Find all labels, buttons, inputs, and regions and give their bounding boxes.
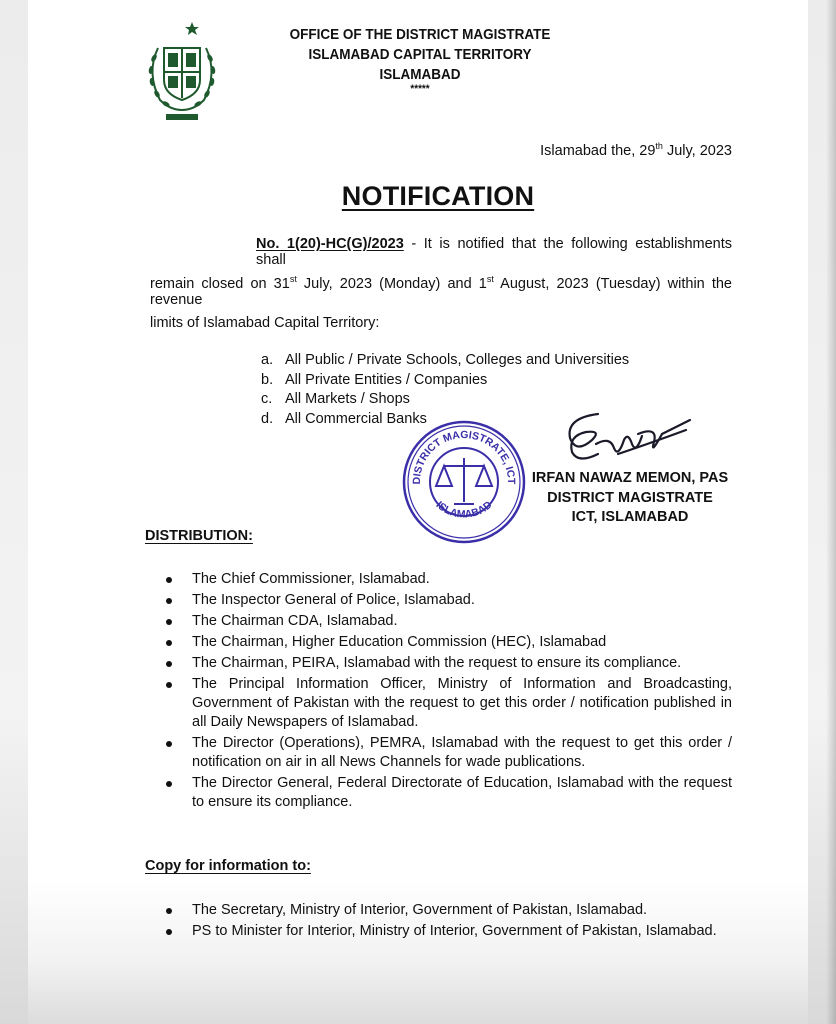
office-title: OFFICE OF THE DISTRICT MAGISTRATE [289, 26, 551, 43]
list-item: The Chairman, Higher Education Commission (HEC), Islamabad [165, 633, 732, 652]
page-edge-shadow [826, 0, 836, 1024]
signatory-location: ICT, ISLAMABAD [571, 509, 689, 525]
reference-number: No. 1(20)-HC(G)/2023 [256, 236, 404, 252]
distribution-list [165, 570, 732, 814]
official-stamp [400, 418, 528, 551]
list-item: d. All Commercial Banks [261, 410, 427, 427]
list-item: PS to Minister for Interior, Ministry of Interior, Government of Pakistan, Islamabad. [165, 922, 732, 941]
copy-list [165, 901, 732, 943]
page-title: NOTIFICATION [341, 181, 535, 211]
list-item: a. All Public / Private Schools, Colleges and Universities [261, 352, 630, 368]
list-item: The Secretary, Ministry of Interior, Government of Pakistan, Islamabad. [165, 901, 732, 920]
signature [558, 404, 698, 479]
issue-date: Islamabad the, 29th July, 2023 [540, 141, 732, 159]
distribution-heading: DISTRIBUTION: [145, 528, 253, 544]
signatory-name: IRFAN NAWAZ MEMON, PAS [531, 470, 729, 486]
territory-title: ISLAMABAD CAPITAL TERRITORY [308, 46, 532, 63]
list-item: The Chief Commissioner, Islamabad. [165, 570, 732, 589]
list-item: c. All Markets / Shops [261, 391, 410, 407]
list-item: b. All Private Entities / Companies [261, 371, 488, 388]
scales-icon [436, 458, 492, 504]
signatory-designation: DISTRICT MAGISTRATE [547, 489, 713, 506]
signatory-block [530, 469, 730, 528]
body-line-1: No. 1(20)-HC(G)/2023 - It is notified that the following establishments shall [256, 236, 732, 268]
list-item: The Chairman, PEIRA, Islamabad with the request to ensure its compliance. [165, 654, 732, 673]
city-title: ISLAMABAD [379, 66, 461, 83]
body-line-3: limits of Islamabad Capital Territory: [150, 315, 380, 331]
header-stars: ***** [410, 83, 430, 95]
list-item: The Chairman CDA, Islamabad. [165, 612, 732, 631]
list-item: The Director General, Federal Directorate of Education, Islamabad with the request to ensure its compliance. [165, 774, 732, 812]
body-line-2: remain closed on 31st July, 2023 (Monday) and 1st August, 2023 (Tuesday) within the revenue [150, 274, 732, 308]
list-item: The Principal Information Officer, Ministry of Information and Broadcasting, Government of Pakistan with the request to get this order / notification published in all Daily Newspapers of Islamabad. [165, 675, 732, 732]
svg-text:ISLAMABAD: ISLAMABAD [433, 498, 495, 521]
copy-heading: Copy for information to: [145, 858, 311, 874]
list-item: The Inspector General of Police, Islamabad. [165, 591, 732, 610]
list-item: The Director (Operations), PEMRA, Islamabad with the request to get this order / notification on air in all News Channels for wade publications. [165, 734, 732, 772]
svg-text:DISTRICT MAGISTRATE, ICT: DISTRICT MAGISTRATE, ICT [410, 428, 518, 485]
